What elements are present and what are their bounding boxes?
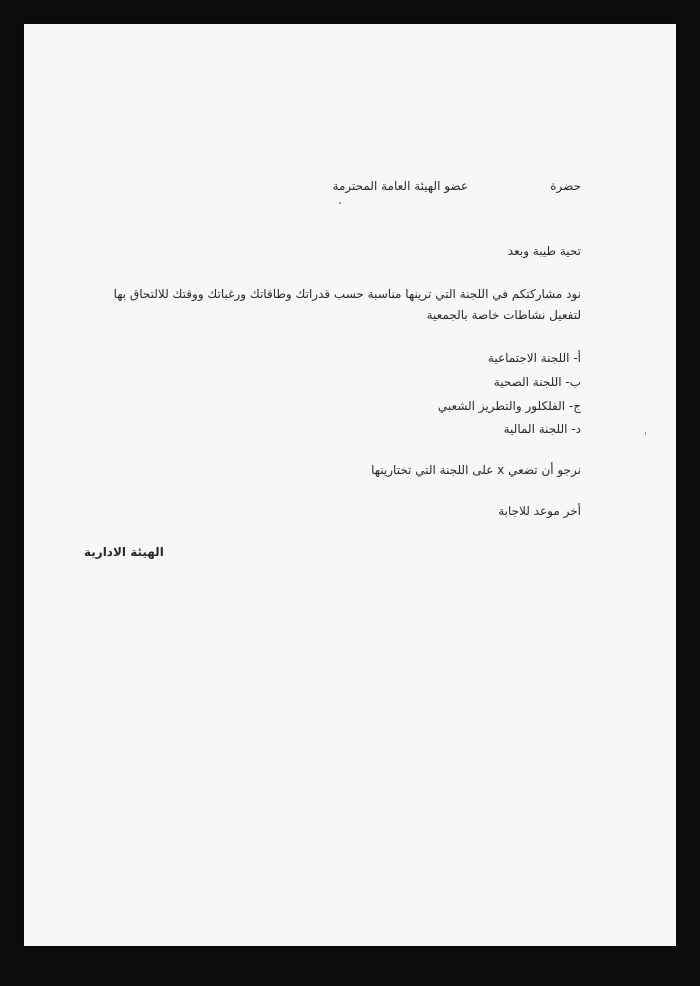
deadline-text: أخر موعد للاجابة	[498, 504, 581, 518]
paper-speck	[339, 202, 341, 204]
addressee-label: حضرة	[550, 179, 581, 193]
signature: الهيئة الادارية	[84, 545, 164, 559]
letter-paper	[24, 24, 676, 946]
committee-item-b: ب- اللجنة الصحية	[493, 375, 581, 389]
body-line-1: نود مشاركتكم في اللجنة التي ترينها مناسبة حسب قدراتك وطاقاتك ورغباتك ووقتك للالتحاق بها	[113, 287, 581, 301]
committee-item-a: أ- اللجنة الاجتماعية	[487, 351, 581, 365]
body-line-2: لتفعيل نشاطات خاصة بالجمعية	[426, 308, 581, 322]
committee-item-c: ج- الفلكلور والتطريز الشعبي	[437, 399, 581, 413]
paper-speck	[645, 432, 646, 435]
committee-item-d: د- اللجنة المالية	[503, 422, 581, 436]
greeting: تحية طيبة وبعد	[507, 244, 581, 258]
addressee-title: عضو الهيئة العامة المحترمة	[332, 179, 468, 193]
instruction-text: نرجو أن تضعي x على اللجنة التي تختارينها	[371, 463, 581, 477]
